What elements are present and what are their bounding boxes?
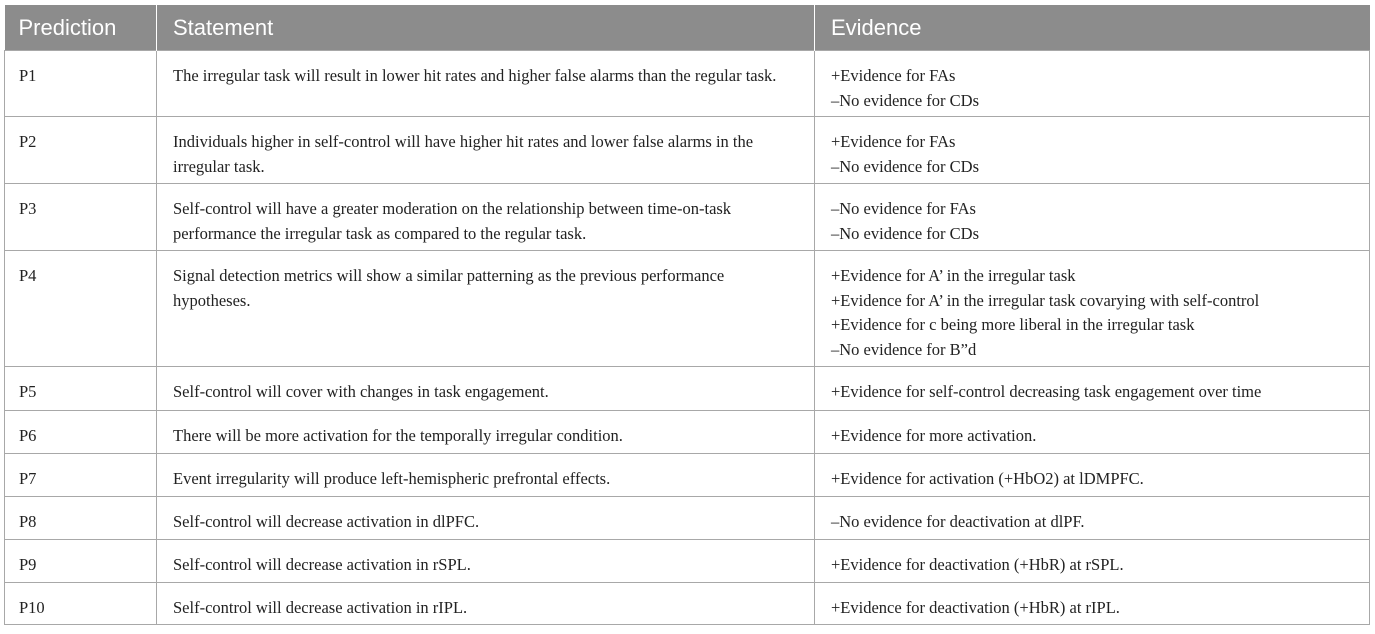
statement-cell bbox=[157, 411, 815, 454]
statement-text: Event irregularity will produce left-hemispheric prefrontal effects. bbox=[173, 469, 611, 488]
table-row bbox=[5, 51, 1370, 117]
evidence-line: +Evidence for A’ in the irregular task covarying with self-control bbox=[831, 290, 1260, 310]
prediction-cell: P3 bbox=[5, 184, 157, 251]
prediction-cell: P9 bbox=[5, 540, 157, 583]
header-row bbox=[5, 5, 1370, 51]
statement-cell bbox=[157, 583, 815, 625]
evidence-cell bbox=[815, 454, 1370, 497]
table-row bbox=[5, 184, 1370, 251]
predictions-table-container bbox=[4, 5, 1369, 625]
evidence-cell bbox=[815, 251, 1370, 367]
header-prediction: Prediction bbox=[5, 5, 157, 51]
evidence-line: –No evidence for CDs bbox=[831, 223, 980, 243]
table-row bbox=[5, 583, 1370, 625]
statement-cell bbox=[157, 117, 815, 184]
statement-cell bbox=[157, 454, 815, 497]
evidence-line: +Evidence for activation (+HbO2) at lDMPFC. bbox=[831, 469, 1144, 488]
prediction-cell: P7 bbox=[5, 454, 157, 497]
statement-text: Self-control will decrease activation in rSPL. bbox=[173, 555, 471, 574]
evidence-line: –No evidence for FAs bbox=[831, 199, 976, 218]
evidence-line: +Evidence for deactivation (+HbR) at rSPL. bbox=[831, 555, 1124, 574]
prediction-cell: P6 bbox=[5, 411, 157, 454]
evidence-line: +Evidence for FAs bbox=[831, 132, 956, 151]
evidence-cell bbox=[815, 367, 1370, 411]
statement-text: Self-control will decrease activation in rIPL. bbox=[173, 598, 468, 617]
statement-text: Signal detection metrics will show a similar patterning as the previous performance hypotheses. bbox=[173, 266, 725, 310]
statement-text: There will be more activation for the temporally irregular condition. bbox=[173, 426, 623, 445]
statement-cell bbox=[157, 51, 815, 117]
evidence-line: +Evidence for c being more liberal in the irregular task bbox=[831, 315, 1195, 334]
prediction-cell: P5 bbox=[5, 367, 157, 411]
statement-text: Self-control will have a greater moderation on the relationship between time-on-task performance the irregular task as compared to the regular task. bbox=[173, 199, 732, 243]
evidence-line: +Evidence for FAs bbox=[831, 66, 956, 85]
statement-text: The irregular task will result in lower hit rates and higher false alarms than the regular task. bbox=[173, 66, 777, 85]
statement-cell bbox=[157, 367, 815, 411]
statement-text: Individuals higher in self-control will have higher hit rates and lower false alarms in the irregular task. bbox=[173, 132, 754, 176]
table-row bbox=[5, 497, 1370, 540]
header-evidence: Evidence bbox=[815, 5, 1370, 51]
predictions-table bbox=[4, 5, 1370, 625]
evidence-line: +Evidence for self-control decreasing task engagement over time bbox=[831, 382, 1262, 401]
table-row bbox=[5, 454, 1370, 497]
statement-text: Self-control will decrease activation in dlPFC. bbox=[173, 512, 480, 531]
evidence-line: –No evidence for B”d bbox=[831, 339, 977, 359]
statement-cell bbox=[157, 497, 815, 540]
table-row bbox=[5, 411, 1370, 454]
evidence-cell bbox=[815, 117, 1370, 184]
evidence-line: +Evidence for A’ in the irregular task bbox=[831, 266, 1076, 285]
prediction-cell: P2 bbox=[5, 117, 157, 184]
evidence-line: +Evidence for deactivation (+HbR) at rIPL. bbox=[831, 598, 1120, 617]
evidence-line: –No evidence for CDs bbox=[831, 90, 980, 110]
evidence-cell bbox=[815, 51, 1370, 117]
prediction-cell: P4 bbox=[5, 251, 157, 367]
evidence-line: –No evidence for deactivation at dlPF. bbox=[831, 512, 1085, 531]
statement-cell bbox=[157, 184, 815, 251]
evidence-cell bbox=[815, 583, 1370, 625]
statement-cell bbox=[157, 540, 815, 583]
statement-cell bbox=[157, 251, 815, 367]
evidence-cell bbox=[815, 497, 1370, 540]
evidence-cell bbox=[815, 411, 1370, 454]
evidence-cell bbox=[815, 540, 1370, 583]
evidence-cell bbox=[815, 184, 1370, 251]
evidence-line: –No evidence for CDs bbox=[831, 156, 980, 176]
header-statement: Statement bbox=[157, 5, 815, 51]
statement-text: Self-control will cover with changes in task engagement. bbox=[173, 382, 549, 401]
table-row bbox=[5, 251, 1370, 367]
prediction-cell: P8 bbox=[5, 497, 157, 540]
table-row bbox=[5, 117, 1370, 184]
prediction-cell: P10 bbox=[5, 583, 157, 625]
prediction-cell: P1 bbox=[5, 51, 157, 117]
evidence-line: +Evidence for more activation. bbox=[831, 426, 1037, 445]
table-row bbox=[5, 367, 1370, 411]
table-row bbox=[5, 540, 1370, 583]
